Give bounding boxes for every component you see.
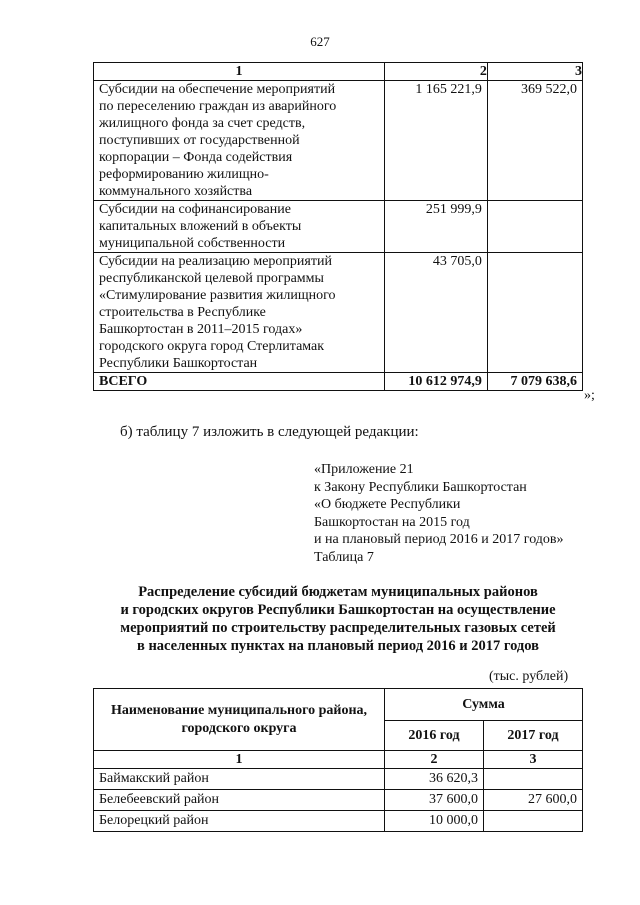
- subsidy-name-line: жилищного фонда за счет средств,: [99, 116, 306, 131]
- amendment-paragraph: б) таблицу 7 изложить в следующей редакции:: [120, 424, 419, 440]
- table-row: [94, 769, 583, 790]
- subsidy-name-line: Республики Башкортостан: [99, 356, 258, 371]
- title-line: в населенных пунктах на плановый период 2016 и 2017 годов: [136, 638, 539, 654]
- table-row: [94, 81, 583, 201]
- subsidy-name-line: «Стимулирование развития жилищного: [99, 288, 336, 303]
- column-number-2: 2: [385, 751, 484, 769]
- subsidy-name-line: муниципальной собственности: [99, 236, 286, 251]
- subsidy-name: [94, 253, 385, 373]
- table-row: [94, 811, 583, 832]
- amount-2017: 369 522,0: [487, 81, 582, 201]
- amount-2016: 10 000,0: [385, 811, 484, 832]
- column-number-1: 1: [94, 751, 385, 769]
- table-row: [94, 253, 583, 373]
- subsidy-name-line: корпорации – Фонда содействия: [99, 150, 293, 165]
- column-number-row: [94, 751, 583, 769]
- subsidies-table-continued: [93, 62, 583, 391]
- subsidy-name-line: капитальных вложений в объекты: [99, 219, 302, 234]
- amount-2017: [487, 253, 582, 373]
- column-number-3: 3: [487, 63, 582, 81]
- table-title: [80, 583, 596, 655]
- amount-2017: [484, 769, 583, 790]
- amount-2016: 43 705,0: [385, 253, 488, 373]
- header-year-2017: 2017 год: [484, 721, 583, 751]
- page-number: 627: [310, 34, 330, 49]
- appendix-line: «Приложение 21: [314, 462, 414, 477]
- subsidy-name: [94, 81, 385, 201]
- subsidy-name-line: реформированию жилищно-: [99, 167, 269, 182]
- closing-quote-mark: »;: [584, 388, 595, 403]
- amount-2016: 36 620,3: [385, 769, 484, 790]
- amount-2016: 251 999,9: [385, 201, 488, 253]
- column-number-3: 3: [484, 751, 583, 769]
- subsidy-name-line: городского округа город Стерлитамак: [99, 339, 325, 354]
- amount-2017: 27 600,0: [484, 790, 583, 811]
- municipality-name: Баймакский район: [94, 769, 385, 790]
- gas-network-subsidies-table: [93, 688, 583, 832]
- table-row: [94, 790, 583, 811]
- appendix-line: и на плановый период 2016 и 2017 годов»: [314, 532, 564, 547]
- subsidy-name-line: Субсидии на реализацию мероприятий: [99, 254, 332, 269]
- amount-2016: 1 165 221,9: [385, 81, 488, 201]
- subsidy-name-line: Башкортостан в 2011–2015 годах»: [99, 322, 303, 337]
- amount-2017: [484, 811, 583, 832]
- title-line: мероприятий по строительству распределительных газовых сетей: [120, 620, 556, 636]
- header-year-2016: 2016 год: [385, 721, 484, 751]
- subsidy-name-line: поступивших от государственной: [99, 133, 300, 148]
- appendix-line: Таблица 7: [314, 549, 374, 565]
- title-line: Распределение субсидий бюджетам муниципальных районов: [138, 584, 538, 600]
- header-municipality-name: Наименование муниципального района, городского округа: [94, 689, 385, 751]
- units-label: (тыс. рублей): [489, 669, 569, 684]
- total-2017: 7 079 638,6: [487, 373, 582, 391]
- title-line: и городских округов Республики Башкортостан на осуществление: [120, 602, 556, 618]
- appendix-line: «О бюджете Республики: [314, 497, 461, 512]
- column-number-2: 2: [385, 63, 488, 81]
- header-sum: Сумма: [385, 689, 583, 721]
- table-row: [94, 201, 583, 253]
- municipality-name: Белорецкий район: [94, 811, 385, 832]
- column-number-row: [94, 63, 583, 81]
- subsidy-name-line: коммунального хозяйства: [99, 184, 253, 199]
- municipality-name: Белебеевский район: [94, 790, 385, 811]
- subsidy-name-line: республиканской целевой программы: [99, 271, 324, 286]
- total-label: ВСЕГО: [94, 373, 385, 391]
- subsidy-name-line: Субсидии на софинансирование: [99, 202, 291, 217]
- appendix-line: к Закону Республики Башкортостан: [314, 479, 527, 495]
- appendix-heading: [314, 461, 564, 566]
- subsidy-name: [94, 201, 385, 253]
- total-2016: 10 612 974,9: [385, 373, 488, 391]
- subsidy-name-line: строительства в Республике: [99, 305, 266, 320]
- appendix-line: Башкортостан на 2015 год: [314, 514, 470, 530]
- subsidy-name-line: по переселению граждан из аварийного: [99, 99, 337, 114]
- subsidy-name-line: Субсидии на обеспечение мероприятий: [99, 82, 336, 97]
- amount-2016: 37 600,0: [385, 790, 484, 811]
- column-number-1: 1: [94, 63, 385, 81]
- amount-2017: [487, 201, 582, 253]
- total-row: [94, 373, 583, 391]
